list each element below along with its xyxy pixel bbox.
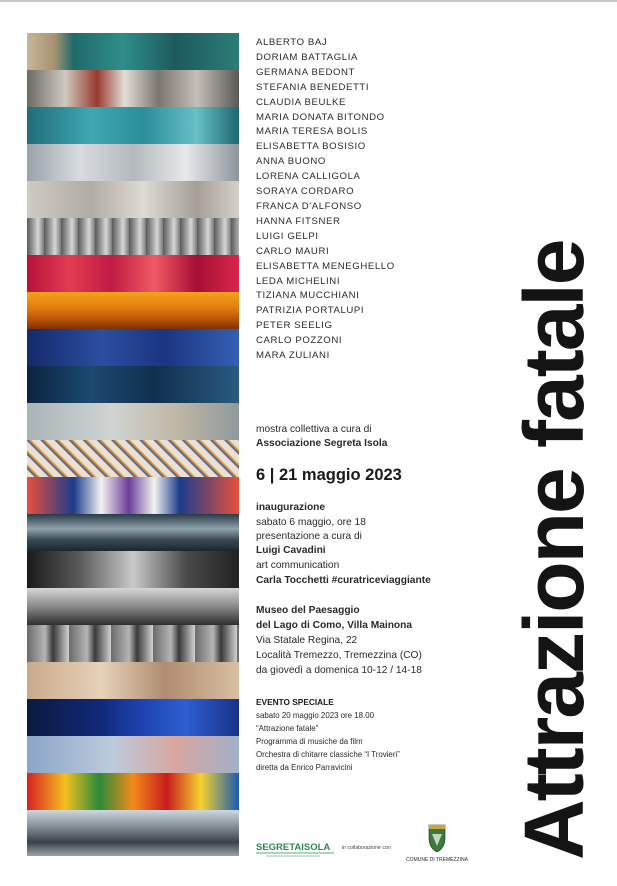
venue-name-line2: del Lago di Como, Villa Mainona bbox=[256, 620, 413, 631]
artwork-band bbox=[27, 810, 239, 856]
comune-tremezzina-logo bbox=[405, 822, 469, 864]
artwork-band bbox=[27, 329, 239, 366]
artist-name: ELISABETTA MENEGHELLO bbox=[256, 260, 395, 272]
special-event-line: Orchestra di chitarre classiche “I Trovieri” bbox=[256, 750, 400, 759]
artwork-strip bbox=[27, 33, 239, 856]
artwork-band bbox=[27, 551, 239, 588]
artist-name: MARA ZULIANI bbox=[256, 350, 330, 362]
artwork-band bbox=[27, 588, 239, 625]
artwork-band bbox=[27, 403, 239, 440]
artist-list bbox=[256, 36, 395, 364]
venue-address: Via Statale Regina, 22 bbox=[256, 635, 358, 646]
artist-name: ELISABETTA BOSISIO bbox=[256, 141, 366, 153]
artist-name: MARIA DONATA BITONDO bbox=[256, 111, 385, 123]
opening-curator: Carla Tocchetti #curatriceviaggiante bbox=[256, 575, 431, 586]
opening-heading: inaugurazione bbox=[256, 502, 326, 513]
artist-name: ANNA BUONO bbox=[256, 156, 326, 168]
artist-name: LEDA MICHELINI bbox=[256, 275, 341, 287]
artist-name: HANNA FITSNER bbox=[256, 215, 341, 227]
exhibition-title: Attrazione fatale bbox=[507, 240, 601, 860]
venue-locality: Località Tremezzo, Tremezzina (CO) bbox=[256, 650, 422, 661]
artwork-band bbox=[27, 255, 239, 292]
artwork-band bbox=[27, 366, 239, 403]
special-event-line: “Attrazione fatale” bbox=[256, 724, 319, 733]
artwork-band bbox=[27, 477, 239, 514]
artwork-band bbox=[27, 144, 239, 181]
top-border bbox=[0, 0, 617, 2]
artist-name: CARLO POZZONI bbox=[256, 335, 343, 347]
artist-name: STEFANIA BENEDETTI bbox=[256, 81, 370, 93]
artist-name: MARIA TERESA BOLIS bbox=[256, 126, 368, 138]
artist-name: FRANCA D'ALFONSO bbox=[256, 200, 362, 212]
artwork-band bbox=[27, 514, 239, 551]
opening-art-communication: art communication bbox=[256, 560, 340, 571]
exhibition-dates: 6 | 21 maggio 2023 bbox=[256, 466, 402, 484]
artwork-band bbox=[27, 736, 239, 773]
special-event-heading: EVENTO SPECIALE bbox=[256, 697, 334, 707]
comune-logo-text: COMUNE DI TREMEZZINA bbox=[406, 857, 468, 863]
artwork-band bbox=[27, 699, 239, 736]
curation-org: Associazione Segreta Isola bbox=[256, 438, 388, 449]
venue-hours: da giovedì a domenica 10-12 / 14-18 bbox=[256, 665, 422, 676]
artist-name: SORAYA CORDARO bbox=[256, 186, 355, 198]
artist-name: CLAUDIA BEULKE bbox=[256, 96, 346, 108]
artist-name: LUIGI GELPI bbox=[256, 230, 319, 242]
artwork-band bbox=[27, 292, 239, 329]
special-event-line: diretta da Enrico Parravicini bbox=[256, 763, 353, 772]
artwork-band bbox=[27, 440, 239, 477]
opening-when: sabato 6 maggio, ore 18 bbox=[256, 517, 366, 528]
special-event-line: Programma di musiche da film bbox=[256, 737, 363, 746]
artist-name: PATRIZIA PORTALUPI bbox=[256, 305, 365, 317]
collaboration-note: in collaborazione con bbox=[342, 845, 391, 851]
venue-name-line1: Museo del Paesaggio bbox=[256, 605, 360, 616]
artist-name: TIZIANA MUCCHIANI bbox=[256, 290, 360, 302]
artwork-band bbox=[27, 625, 239, 662]
artwork-band bbox=[27, 773, 239, 810]
opening-presenter: Luigi Cavadini bbox=[256, 545, 326, 556]
artist-name: GERMANA BEDONT bbox=[256, 66, 356, 78]
artwork-band bbox=[27, 107, 239, 144]
opening-presentation: presentazione a cura di bbox=[256, 531, 362, 542]
curation-intro: mostra collettiva a cura di bbox=[256, 424, 372, 435]
artist-name: ALBERTO BAJ bbox=[256, 37, 328, 48]
artist-name: CARLO MAURI bbox=[256, 245, 330, 257]
artist-name: PETER SEELIG bbox=[256, 320, 333, 332]
artwork-band bbox=[27, 218, 239, 255]
artwork-band bbox=[27, 181, 239, 218]
artist-name: DORIAM BATTAGLIA bbox=[256, 51, 358, 63]
special-event-line: sabato 20 maggio 2023 ore 18.00 bbox=[256, 711, 375, 720]
artist-name: LORENA CALLIGOLA bbox=[256, 171, 361, 183]
segreta-isola-logo-text: SEGRETAISOLA bbox=[256, 842, 331, 853]
artwork-band bbox=[27, 33, 239, 70]
artwork-band bbox=[27, 662, 239, 699]
segreta-isola-logo bbox=[256, 839, 336, 859]
artwork-band bbox=[27, 70, 239, 107]
